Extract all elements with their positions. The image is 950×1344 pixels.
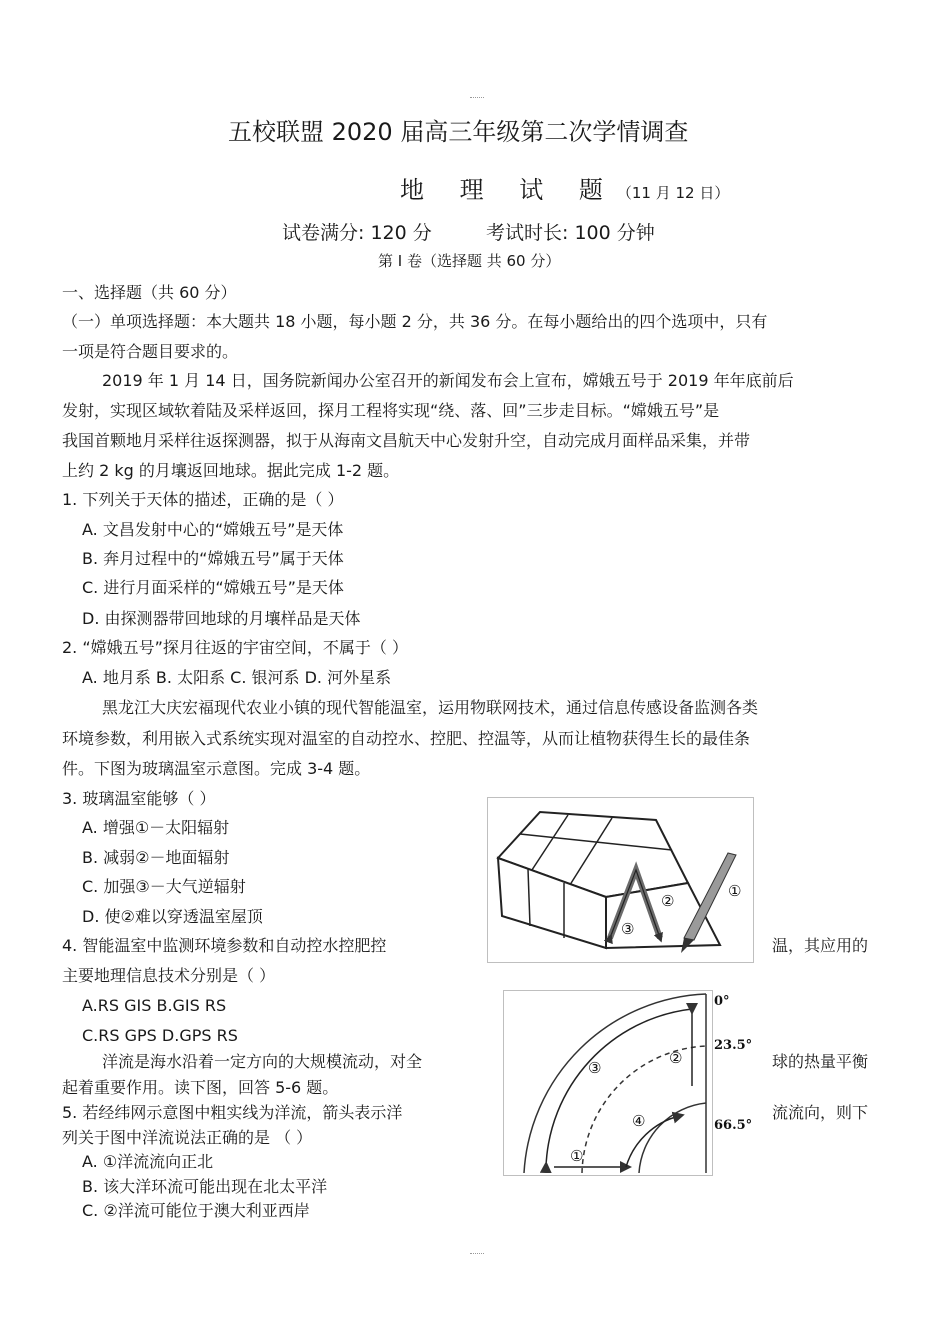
question-1-option-c: C. 进行月面采样的“嫦娥五号”是天体 bbox=[82, 578, 344, 597]
lat-label-66: 66.5° bbox=[714, 1118, 753, 1133]
question-1-option-d: D. 由探测器带回地球的月壤样品是天体 bbox=[82, 609, 361, 628]
passage2-line: 件。下图为玻璃温室示意图。完成 3-4 题。 bbox=[62, 759, 371, 778]
section-intro-cont: 一项是符合题目要求的。 bbox=[62, 342, 239, 361]
document-title: 五校联盟 2020 届高三年级第二次学情调查 bbox=[228, 118, 689, 146]
question-1-stem: 1. 下列关于天体的描述，正确的是（ ） bbox=[62, 490, 344, 509]
figure2-label-3: ③ bbox=[588, 1059, 602, 1077]
greenhouse-diagram bbox=[488, 798, 753, 962]
section-heading: 一、选择题（共 60 分） bbox=[62, 283, 237, 302]
figure2-label-1: ① bbox=[570, 1147, 584, 1165]
ocean-current-diagram bbox=[504, 991, 753, 1175]
question-5-stem-line2: 列关于图中洋流说法正确的是 （ ） bbox=[62, 1128, 313, 1147]
question-5-stem: 5. 若经纬网示意图中粗实线为洋流，箭头表示洋 bbox=[62, 1103, 403, 1122]
question-4-stem: 4. 智能温室中监测环境参数和自动控水控肥控 bbox=[62, 936, 387, 955]
question-4-options-ab: A.RS GIS B.GIS RS bbox=[82, 996, 227, 1015]
passage3-line-cont: 球的热量平衡 bbox=[772, 1052, 869, 1071]
figure2-label-2: ② bbox=[669, 1049, 683, 1067]
question-1-option-b: B. 奔月过程中的“嫦娥五号”属于天体 bbox=[82, 549, 344, 568]
passage1-line: 2019 年 1 月 14 日，国务院新闻办公室召开的新闻发布会上宣布，嫦娥五号于 2019 年年底前后 bbox=[102, 371, 794, 390]
question-5-option-c: C. ②洋流可能位于澳大利亚西岸 bbox=[82, 1201, 310, 1220]
question-4-stem-cont: 温，其应用的 bbox=[772, 936, 869, 955]
inner-meridian bbox=[639, 1103, 706, 1173]
passage1-line: 发射，实现区域软着陆及采样返回，探月工程将实现“绕、落、回”三步走目标。“嫦娥五号”是 bbox=[62, 401, 720, 420]
figure2-label-4: ④ bbox=[632, 1112, 646, 1130]
passage3-line: 洋流是海水沿着一定方向的大规模流动，对全 bbox=[102, 1052, 423, 1071]
lat-label-0: 0° bbox=[714, 994, 730, 1009]
part-heading: 第 I 卷（选择题 共 60 分） bbox=[378, 252, 561, 270]
passage3-line: 起着重要作用。读下图，回答 5-6 题。 bbox=[62, 1078, 339, 1097]
question-3-option-d: D. 使②难以穿透温室屋顶 bbox=[82, 907, 263, 926]
subject-name: 地 理 试 题 bbox=[400, 176, 617, 204]
passage1-line: 我国首颗地月采样往返探测器，拟于从海南文昌航天中心发射升空，自动完成月面样品采集，并带 bbox=[62, 431, 751, 450]
question-2-options: A. 地月系 B. 太阳系 C. 银河系 D. 河外星系 bbox=[82, 668, 392, 687]
section-intro: （一）单项选择题：本大题共 18 小题，每小题 2 分，共 36 分。在每小题给出的四个选项中，只有 bbox=[62, 312, 768, 331]
exam-date: （11 月 12 日） bbox=[616, 184, 730, 202]
passage1-line: 上约 2 kg 的月壤返回地球。据此完成 1-2 题。 bbox=[62, 461, 400, 480]
figure1-label-2: ② bbox=[661, 892, 675, 910]
figure1-label-1: ① bbox=[728, 882, 742, 900]
question-4-options-cd: C.RS GPS D.GPS RS bbox=[82, 1026, 238, 1045]
question-5-option-b: B. 该大洋环流可能出现在北太平洋 bbox=[82, 1177, 328, 1196]
document-subtitle bbox=[400, 175, 729, 208]
greenhouse-figure bbox=[487, 797, 754, 963]
lat-label-23: 23.5° bbox=[714, 1038, 753, 1053]
ocean-current-figure bbox=[503, 990, 753, 1176]
question-3-option-c: C. 加强③－大气逆辐射 bbox=[82, 877, 246, 896]
time-info: 考试时长: 100 分钟 bbox=[486, 222, 655, 244]
question-1-option-a: A. 文昌发射中心的“嫦娥五号”是天体 bbox=[82, 520, 344, 539]
question-5-stem-cont: 流流向，则下 bbox=[772, 1103, 869, 1122]
passage2-line: 黑龙江大庆宏福现代农业小镇的现代智能温室，运用物联网技术，通过信息传感设备监测各类 bbox=[102, 698, 759, 717]
passage2-line: 环境参数，利用嵌入式系统实现对温室的自动控水、控肥、控温等，从而让植物获得生长的最佳条 bbox=[62, 729, 751, 748]
question-5-option-a: A. ①洋流流向正北 bbox=[82, 1152, 214, 1171]
score-info: 试卷满分: 120 分 bbox=[282, 222, 432, 244]
question-3-option-a: A. 增强①－太阳辐射 bbox=[82, 818, 230, 837]
question-2-stem: 2. “嫦娥五号”探月往返的宇宙空间，不属于（ ） bbox=[62, 638, 409, 657]
current-3 bbox=[546, 1009, 692, 1167]
scan-mark bbox=[470, 1253, 484, 1257]
question-4-stem-line2: 主要地理信息技术分别是（ ） bbox=[62, 966, 276, 985]
scan-mark bbox=[470, 97, 484, 101]
outer-meridian bbox=[524, 994, 706, 1173]
question-3-option-b: B. 减弱②－地面辐射 bbox=[82, 848, 230, 867]
question-3-stem: 3. 玻璃温室能够（ ） bbox=[62, 789, 216, 808]
figure1-label-3: ③ bbox=[621, 920, 635, 938]
